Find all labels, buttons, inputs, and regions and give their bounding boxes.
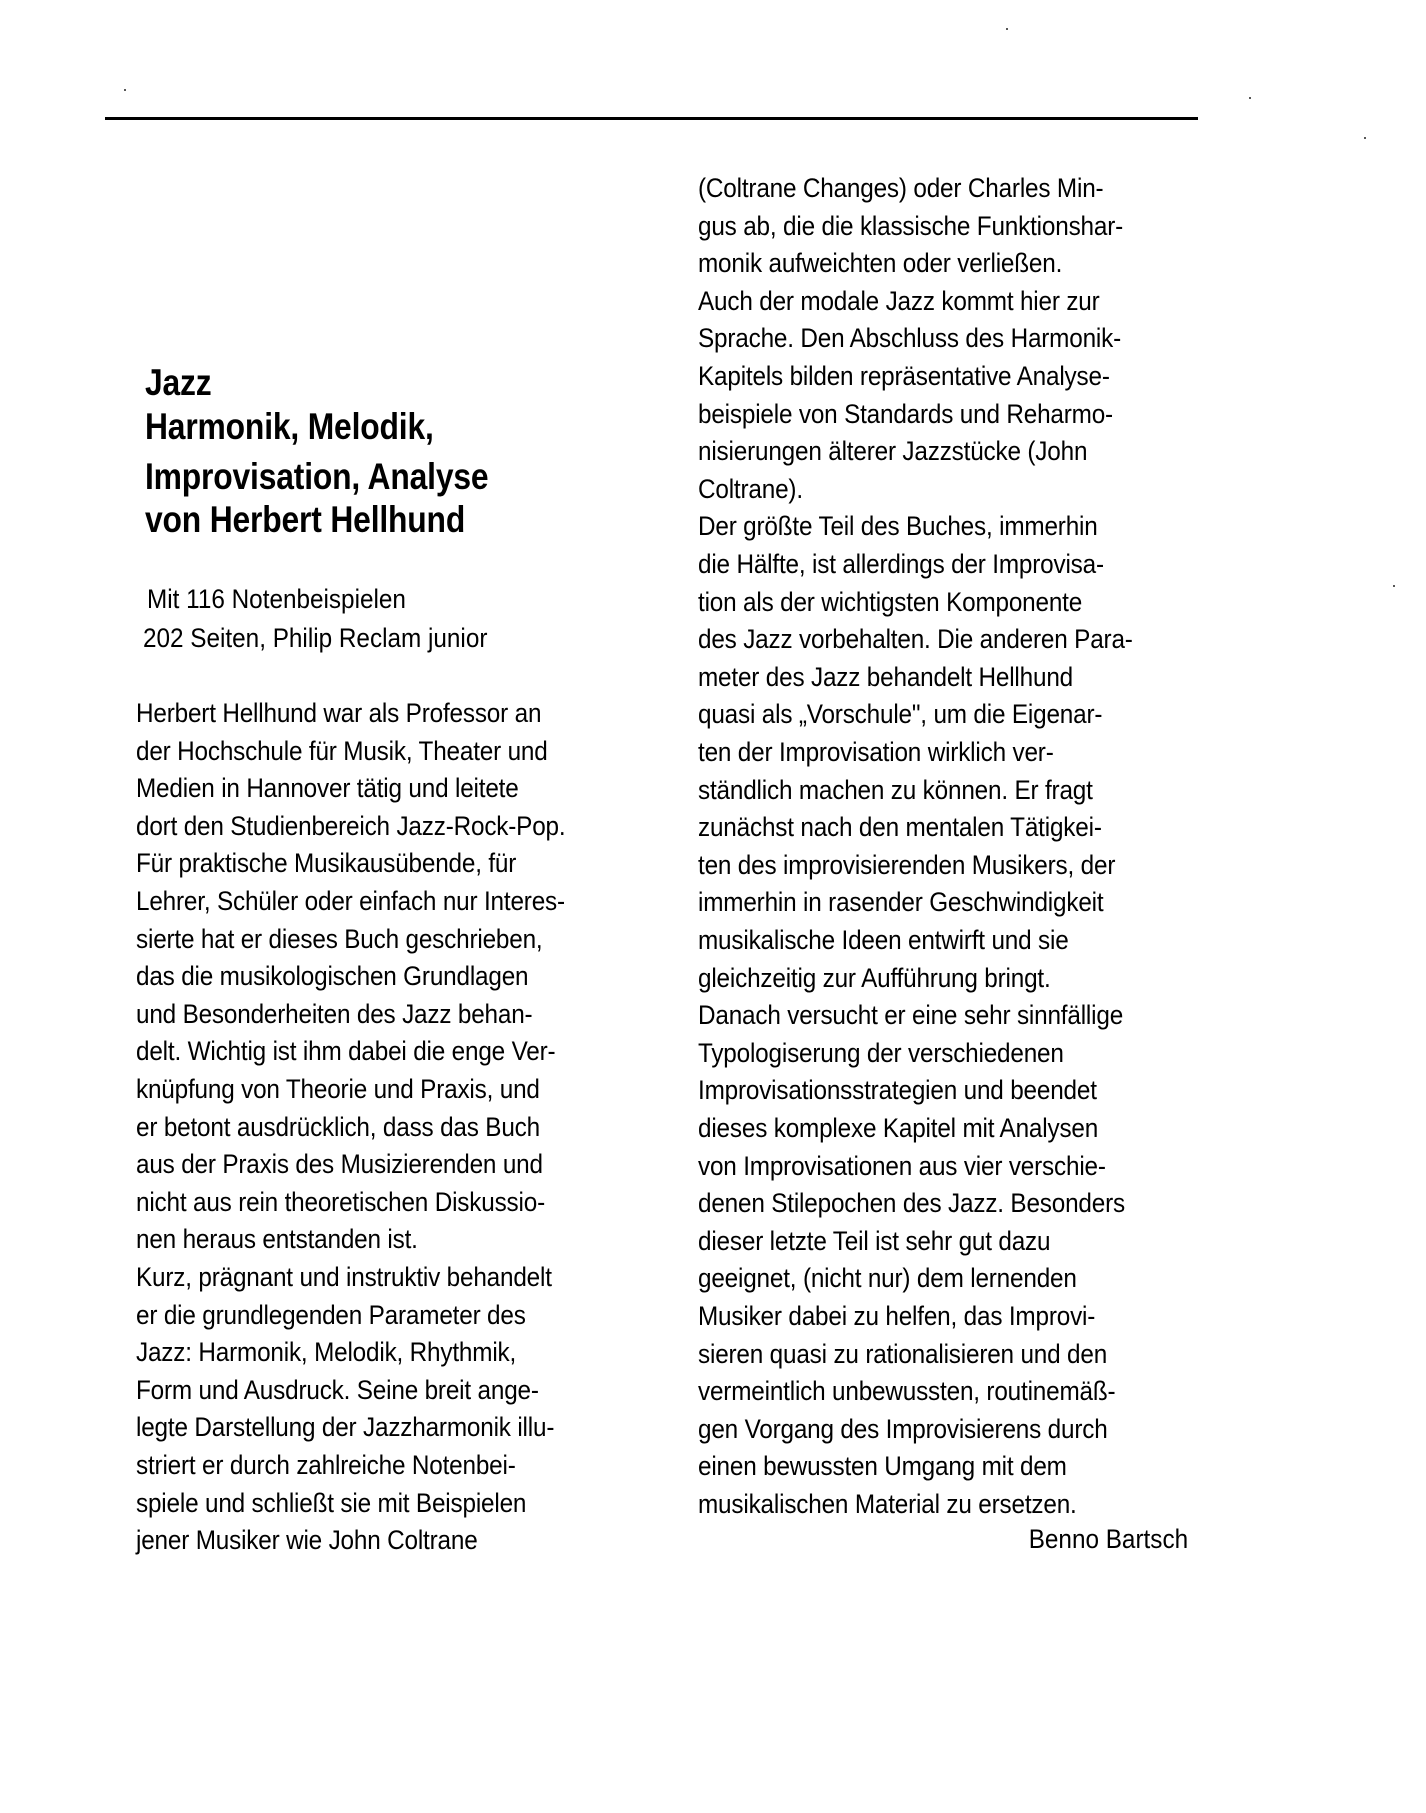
text-line: Für praktische Musikausübende, für: [136, 848, 517, 879]
text-line: zunächst nach den mentalen Tätigkei-: [698, 812, 1102, 843]
text-line: ständlich machen zu können. Er fragt: [698, 774, 1093, 805]
text-line: beispiele von Standards und Reharmo-: [698, 398, 1113, 429]
text-line: jener Musiker wie John Coltrane: [136, 1525, 478, 1556]
text-line: er die grundlegenden Parameter des: [136, 1299, 526, 1330]
text-line: er betont ausdrücklich, dass das Buch: [136, 1111, 540, 1142]
text-line: von Improvisationen aus vier verschie-: [698, 1150, 1106, 1181]
text-line: spiele und schließt sie mit Beispielen: [136, 1487, 527, 1518]
text-line: geeignet, (nicht nur) dem lernenden: [698, 1263, 1077, 1294]
author-signature: Benno Bartsch: [1028, 1524, 1188, 1554]
text-line: sierte hat er dieses Buch geschrieben,: [136, 923, 543, 954]
text-line: nen heraus entstanden ist.: [136, 1224, 418, 1255]
text-line: immerhin in rasender Geschwindigkeit: [698, 887, 1104, 918]
text-line: gus ab, die die klassische Funktionshar-: [698, 210, 1124, 241]
text-line: delt. Wichtig ist ihm dabei die enge Ver-: [136, 1036, 556, 1067]
text-line: musikalische Ideen entwirft und sie: [698, 925, 1069, 955]
text-line: dieses komplexe Kapitel mit Analysen: [698, 1113, 1099, 1143]
scan-speck: [1006, 28, 1008, 30]
text-line: meter des Jazz behandelt Hellhund: [698, 661, 1074, 692]
text-line: der Hochschule für Musik, Theater und: [136, 735, 548, 766]
header-rule: [105, 117, 1198, 120]
text-line: Sprache. Den Abschluss des Harmonik-: [698, 323, 1122, 354]
text-line: dieser letzte Teil ist sehr gut dazu: [698, 1225, 1051, 1256]
text-line: gen Vorgang des Improvisierens durch: [698, 1413, 1108, 1444]
text-line: ten der Improvisation wirklich ver-: [698, 737, 1054, 767]
scan-speck: [1249, 97, 1251, 99]
text-line: Danach versucht er eine sehr sinnfällige: [698, 1000, 1124, 1031]
text-line: denen Stilepochen des Jazz. Besonders: [698, 1188, 1125, 1219]
text-line: gleichzeitig zur Aufführung bringt.: [698, 962, 1051, 993]
text-line: einen bewussten Umgang mit dem: [698, 1451, 1067, 1482]
title-line: Improvisation, Analyse: [145, 456, 489, 497]
text-line: Medien in Hannover tätig und leitete: [136, 773, 519, 804]
text-line: Musiker dabei zu helfen, das Improvi-: [698, 1301, 1096, 1331]
text-line: die Hälfte, ist allerdings der Improvisa-: [698, 549, 1104, 579]
text-line: quasi als „Vorschule", um die Eigenar-: [698, 699, 1103, 730]
text-line: knüpfung von Theorie und Praxis, und: [136, 1074, 540, 1104]
text-line: Der größte Teil des Buches, immerhin: [698, 511, 1098, 542]
text-line: Typologiserung der verschiedenen: [698, 1037, 1064, 1068]
text-line: ten des improvisierenden Musikers, der: [698, 849, 1116, 880]
scan-speck: [1364, 137, 1366, 139]
text-line: nisierungen älterer Jazzstücke (John: [698, 436, 1088, 467]
text-line: Herbert Hellhund war als Professor an: [136, 698, 542, 728]
text-line: monik aufweichten oder verließen.: [698, 248, 1063, 279]
text-line: musikalischen Material zu ersetzen.: [698, 1489, 1077, 1519]
text-line: legte Darstellung der Jazzharmonik illu-: [136, 1412, 555, 1443]
text-line: Kurz, prägnant und instruktiv behandelt: [136, 1262, 552, 1292]
title-line: Jazz: [145, 362, 212, 403]
text-line: Form und Ausdruck. Seine breit ange-: [136, 1374, 539, 1405]
text-line: Kapitels bilden repräsentative Analyse-: [698, 361, 1110, 391]
book-info-publisher: 202 Seiten, Philip Reclam junior: [143, 623, 488, 653]
text-line: aus der Praxis des Musizierenden und: [136, 1149, 543, 1180]
text-line: dort den Studienbereich Jazz-Rock-Pop.: [136, 810, 566, 841]
scan-speck: [124, 89, 126, 91]
text-line: striert er durch zahlreiche Notenbei-: [136, 1450, 516, 1480]
text-line: Coltrane).: [698, 473, 803, 504]
scan-speck: [1393, 585, 1395, 587]
title-line: von Herbert Hellhund: [145, 499, 466, 540]
text-line: das die musikologischen Grundlagen: [136, 961, 529, 992]
text-line: des Jazz vorbehalten. Die anderen Para-: [698, 624, 1133, 655]
text-line: Lehrer, Schüler oder einfach nur Interes-: [136, 886, 565, 916]
text-line: und Besonderheiten des Jazz behan-: [136, 998, 533, 1029]
text-line: (Coltrane Changes) oder Charles Min-: [698, 173, 1104, 203]
text-line: vermeintlich unbewussten, routinemäß-: [698, 1376, 1116, 1407]
text-line: sieren quasi zu rationalisieren und den: [698, 1338, 1108, 1369]
book-info-examples: Mit 116 Notenbeispielen: [147, 584, 406, 614]
text-line: Improvisationsstrategien und beendet: [698, 1075, 1097, 1106]
title-line: Harmonik, Melodik,: [145, 406, 434, 447]
text-line: nicht aus rein theoretischen Diskussio-: [136, 1186, 545, 1217]
text-line: Auch der modale Jazz kommt hier zur: [698, 285, 1100, 316]
text-line: Jazz: Harmonik, Melodik, Rhythmik,: [136, 1337, 517, 1368]
text-line: tion als der wichtigsten Komponente: [698, 586, 1083, 617]
